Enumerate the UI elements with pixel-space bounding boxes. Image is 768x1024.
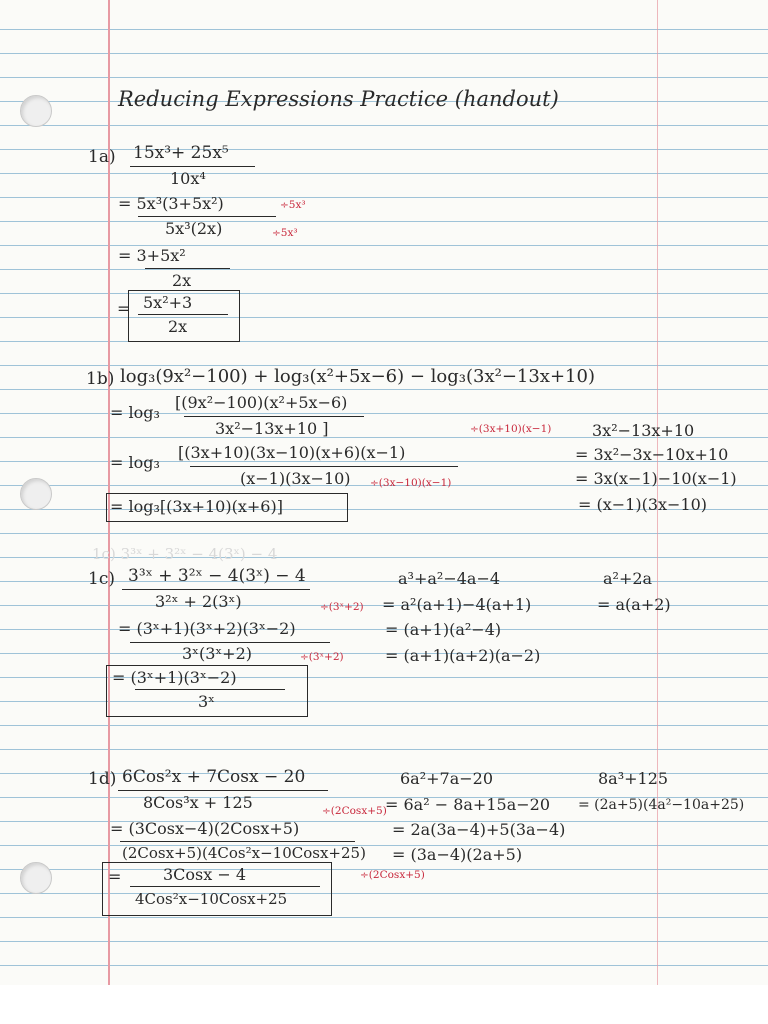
problem-label-1b: 1b) [86, 369, 115, 389]
p1a-answer-denominator: 2x [168, 317, 188, 336]
p1d-side2-line-1: 8a³+125 [598, 769, 669, 788]
p1c-step1-den-note: ÷(3ˣ+2) [300, 651, 344, 663]
p1c-step1-fraction-bar [130, 642, 330, 643]
p1d-step1-den-note: ÷(2Cosx+5) [360, 869, 425, 881]
p1d-step1-fraction-bar [120, 841, 355, 842]
p1a-step1-num-note: ÷5x³ [280, 199, 306, 211]
p1c-answer-fraction-bar [135, 689, 285, 690]
binder-hole-top [20, 95, 52, 127]
p1a-denominator: 10x⁴ [170, 169, 206, 188]
p1a-step1-denominator: 5x³(2x) [165, 219, 223, 238]
p1b-side-line-2: = 3x²−3x−10x+10 [575, 445, 729, 464]
problem-label-1d: 1d) [88, 769, 117, 789]
p1b-step1-numerator: [(9x²−100)(x²+5x−6) [175, 393, 348, 412]
p1b-answer: = log₃[(3x+10)(x+6)] [110, 497, 283, 516]
p1a-step2-numerator: = 3+5x² [118, 246, 186, 265]
p1d-denominator: 8Cos³x + 125 [143, 793, 253, 812]
p1c-side1-line-2: = a²(a+1)−4(a+1) [382, 595, 532, 614]
p1b-step2-den-note: ÷(3x−10)(x−1) [370, 477, 452, 489]
p1d-answer-numerator: 3Cosx − 4 [163, 865, 247, 884]
scan-bottom-edge [0, 985, 768, 1024]
p1b-step1-fraction-bar [184, 416, 364, 417]
p1c-side2-line-1: a²+2a [603, 569, 653, 588]
faint-bleed-through-text: 1c) 3³ˣ + 3²ˣ − 4(3ˣ) − 4 [92, 545, 278, 563]
p1b-step2-prefix: = log₃ [110, 453, 160, 472]
p1d-step1-numerator: = (3Cosx−4)(2Cosx+5) [110, 819, 300, 838]
p1a-fraction-bar [130, 166, 255, 167]
p1d-side2-line-2: = (2a+5)(4a²−10a+25) [578, 797, 745, 813]
p1b-step1-prefix: = log₃ [110, 403, 160, 422]
p1b-expression: log₃(9x²−100) + log₃(x²+5x−6) − log₃(3x²−13x+10) [120, 366, 595, 387]
p1b-step2-num-note: ÷(3x+10)(x−1) [470, 423, 552, 435]
p1a-numerator: 15x³+ 25x⁵ [133, 143, 229, 163]
problem-label-1a: 1a) [88, 147, 116, 167]
p1d-fraction-bar [118, 790, 328, 791]
p1c-side2-line-2: = a(a+2) [597, 595, 671, 614]
problem-label-1c: 1c) [88, 569, 115, 589]
p1c-numerator: 3³ˣ + 3²ˣ − 4(3ˣ) − 4 [128, 566, 306, 586]
p1a-step2-denominator: 2x [172, 271, 192, 290]
p1c-step1-denominator: 3ˣ(3ˣ+2) [182, 644, 252, 663]
p1d-side1-line-3: = 2a(3a−4)+5(3a−4) [392, 820, 566, 839]
p1a-step1-den-note: ÷5x³ [272, 227, 298, 239]
p1d-step1-num-note: ÷(2Cosx+5) [322, 805, 387, 817]
p1c-side1-line-1: a³+a²−4a−4 [398, 569, 501, 588]
p1a-step1-fraction-bar [138, 216, 276, 217]
p1b-side-line-4: = (x−1)(3x−10) [578, 495, 708, 514]
p1d-side1-line-1: 6a²+7a−20 [400, 769, 494, 788]
p1a-answer-equals: = [117, 299, 131, 318]
p1a-answer-numerator: 5x²+3 [143, 293, 193, 312]
p1b-side-line-3: = 3x(x−1)−10(x−1) [575, 469, 737, 488]
p1a-step1-numerator: = 5x³(3+5x²) [118, 194, 224, 213]
binder-hole-middle [20, 478, 52, 510]
p1d-side1-line-2: = 6a² − 8a+15a−20 [385, 795, 550, 814]
p1a-step2-fraction-bar [145, 268, 230, 269]
p1d-numerator: 6Cos²x + 7Cosx − 20 [122, 767, 306, 787]
p1c-denominator: 3²ˣ + 2(3ˣ) [155, 592, 242, 611]
p1b-step2-numerator: [(3x+10)(3x−10)(x+6)(x−1) [178, 443, 406, 462]
p1c-fraction-bar [122, 589, 310, 590]
p1c-step1-num-note: ÷(3ˣ+2) [320, 601, 364, 613]
p1d-answer-equals: = [108, 867, 122, 886]
p1b-step2-fraction-bar [190, 466, 458, 467]
p1c-answer-denominator: 3ˣ [198, 692, 215, 711]
p1b-step2-denominator: (x−1)(3x−10) [240, 469, 351, 488]
p1c-side1-line-4: = (a+1)(a+2)(a−2) [385, 646, 541, 665]
p1a-answer-fraction-bar [138, 314, 228, 315]
p1b-side-line-1: 3x²−13x+10 [592, 421, 695, 440]
p1c-side1-line-3: = (a+1)(a²−4) [385, 620, 502, 639]
p1c-answer-numerator: = (3ˣ+1)(3ˣ−2) [112, 668, 237, 687]
p1d-step1-denominator: (2Cosx+5)(4Cos²x−10Cosx+25) [122, 844, 366, 862]
page-title: Reducing Expressions Practice (handout) [118, 87, 559, 111]
p1b-step1-denominator: 3x²−13x+10 ] [215, 419, 329, 438]
p1d-answer-fraction-bar [130, 886, 320, 887]
binder-hole-bottom [20, 862, 52, 894]
p1c-step1-numerator: = (3ˣ+1)(3ˣ+2)(3ˣ−2) [118, 619, 296, 638]
p1d-answer-denominator: 4Cos²x−10Cosx+25 [135, 890, 288, 908]
p1d-side1-line-4: = (3a−4)(2a+5) [392, 845, 523, 864]
